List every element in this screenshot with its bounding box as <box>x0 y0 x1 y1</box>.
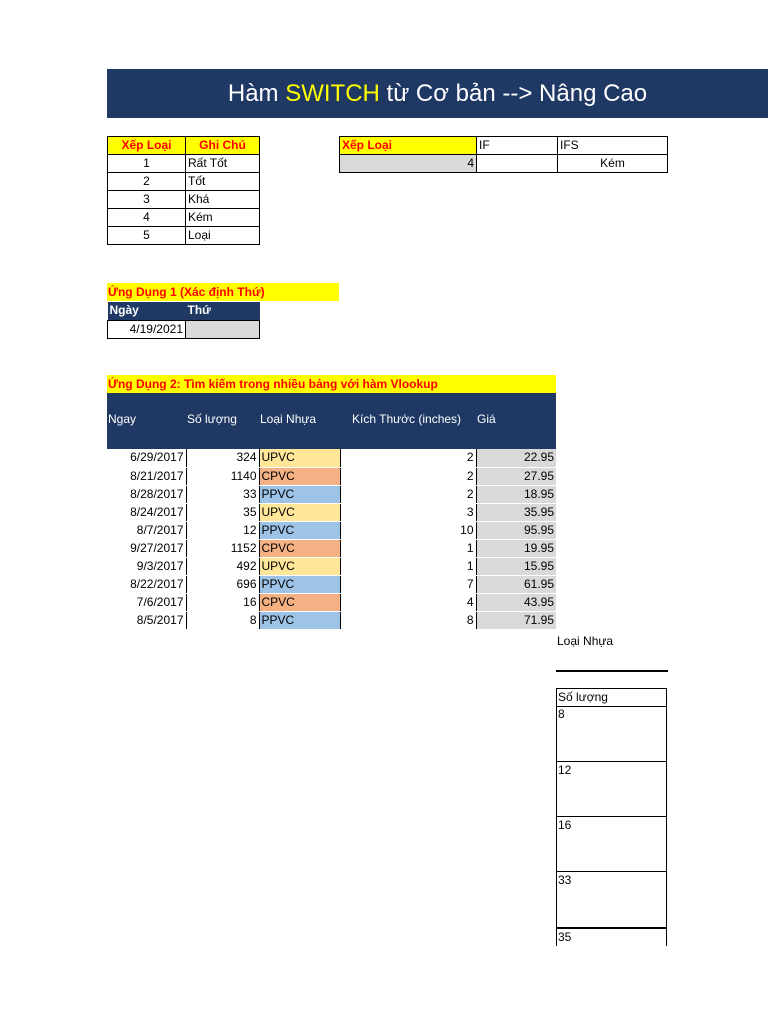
price-cell[interactable]: 95.95 <box>476 521 556 539</box>
app2-title: Ứng Dụng 2: Tìm kiếm trong nhiều bảng với hàm Vlookup <box>107 375 556 393</box>
rank-cell[interactable]: 2 <box>108 173 186 191</box>
qty-cell[interactable]: 35 <box>186 503 259 521</box>
table-row <box>107 611 556 629</box>
banner-suffix: từ Cơ bản --> Nâng Cao <box>379 79 648 107</box>
lookup-header-if[interactable]: IF <box>477 137 558 155</box>
table-row <box>107 449 556 467</box>
app2-header-price[interactable]: Giá <box>477 412 496 426</box>
date-cell[interactable]: 8/7/2017 <box>107 521 186 539</box>
rank-header-rank[interactable]: Xếp Loại <box>108 137 186 155</box>
qty-cell[interactable]: 33 <box>186 485 259 503</box>
rank-cell[interactable]: 3 <box>108 191 186 209</box>
lookup-if-result[interactable] <box>477 155 558 173</box>
table-row <box>107 467 556 485</box>
rank-cell[interactable]: 4 <box>108 209 186 227</box>
side-panel-label: Loại Nhựa <box>557 634 614 648</box>
note-cell[interactable]: Khá <box>186 191 260 209</box>
size-cell[interactable]: 4 <box>340 593 476 611</box>
date-cell[interactable]: 6/29/2017 <box>107 449 186 467</box>
note-cell[interactable]: Tốt <box>186 173 260 191</box>
banner-highlight: SWITCH <box>285 79 380 107</box>
banner-prefix: Hàm <box>227 79 286 107</box>
app1-date-input[interactable]: 4/19/2021 <box>108 320 186 338</box>
size-cell[interactable]: 10 <box>340 521 476 539</box>
date-cell[interactable]: 7/6/2017 <box>107 593 186 611</box>
rank-header-note[interactable]: Ghi Chú <box>186 137 260 155</box>
table-row <box>107 575 556 593</box>
lookup-header-ifs[interactable]: IFS <box>558 137 668 155</box>
qty-cell[interactable]: 8 <box>186 611 259 629</box>
size-cell[interactable]: 1 <box>340 557 476 575</box>
app2-header-size[interactable]: Kích Thước (inches) <box>352 412 462 426</box>
rank-cell[interactable]: 5 <box>108 227 186 245</box>
price-cell[interactable]: 71.95 <box>476 611 556 629</box>
lookup-ifs-result[interactable]: Kém <box>558 155 668 173</box>
app1-table <box>107 302 260 339</box>
price-cell[interactable]: 27.95 <box>476 467 556 485</box>
lookup-table <box>339 136 668 173</box>
price-cell[interactable]: 43.95 <box>476 593 556 611</box>
type-cell[interactable]: UPVC <box>259 449 340 467</box>
qty-cell[interactable]: 16 <box>186 593 259 611</box>
qty-cell[interactable]: 1152 <box>186 539 259 557</box>
side-panel-cell[interactable]: 33 <box>556 871 667 928</box>
lookup-rank-input[interactable]: 4 <box>340 155 477 173</box>
size-cell[interactable]: 7 <box>340 575 476 593</box>
table-row <box>107 485 556 503</box>
size-cell[interactable]: 2 <box>340 467 476 485</box>
price-cell[interactable]: 15.95 <box>476 557 556 575</box>
price-cell[interactable]: 61.95 <box>476 575 556 593</box>
date-cell[interactable]: 8/5/2017 <box>107 611 186 629</box>
note-cell[interactable]: Rất Tốt <box>186 155 260 173</box>
type-cell[interactable]: PPVC <box>259 485 340 503</box>
title-banner <box>107 69 768 118</box>
app2-header <box>107 393 556 449</box>
price-cell[interactable]: 19.95 <box>476 539 556 557</box>
size-cell[interactable]: 2 <box>340 449 476 467</box>
price-cell[interactable]: 18.95 <box>476 485 556 503</box>
table-row <box>107 503 556 521</box>
app1-title: Ứng Dụng 1 (Xác định Thứ) <box>107 283 339 301</box>
table-row <box>107 521 556 539</box>
lookup-header-rank[interactable]: Xếp Loại <box>340 137 477 155</box>
app1-header-date[interactable]: Ngày <box>108 302 186 320</box>
table-row <box>107 593 556 611</box>
table-row <box>107 539 556 557</box>
qty-cell[interactable]: 696 <box>186 575 259 593</box>
table-row <box>107 557 556 575</box>
qty-cell[interactable]: 492 <box>186 557 259 575</box>
qty-cell[interactable]: 324 <box>186 449 259 467</box>
app2-table <box>107 449 556 630</box>
price-cell[interactable]: 35.95 <box>476 503 556 521</box>
qty-cell[interactable]: 1140 <box>186 467 259 485</box>
side-panel-cell[interactable]: 35 <box>556 927 667 946</box>
app2-header-qty[interactable]: Số lượng <box>187 412 237 426</box>
date-cell[interactable]: 8/24/2017 <box>107 503 186 521</box>
type-cell[interactable]: CPVC <box>259 467 340 485</box>
date-cell[interactable]: 9/3/2017 <box>107 557 186 575</box>
side-panel-header[interactable]: Số lượng <box>556 688 667 707</box>
date-cell[interactable]: 8/28/2017 <box>107 485 186 503</box>
type-cell[interactable]: UPVC <box>259 503 340 521</box>
qty-cell[interactable]: 12 <box>186 521 259 539</box>
date-cell[interactable]: 8/21/2017 <box>107 467 186 485</box>
side-panel-cell[interactable]: 16 <box>556 816 667 872</box>
type-cell[interactable]: PPVC <box>259 521 340 539</box>
note-cell[interactable]: Kém <box>186 209 260 227</box>
note-cell[interactable]: Loại <box>186 227 260 245</box>
size-cell[interactable]: 2 <box>340 485 476 503</box>
rank-cell[interactable]: 1 <box>108 155 186 173</box>
size-cell[interactable]: 8 <box>340 611 476 629</box>
app2-header-date[interactable]: Ngay <box>108 412 137 426</box>
type-cell[interactable]: CPVC <box>259 593 340 611</box>
app2-header-type[interactable]: Loại Nhựa <box>260 412 317 426</box>
side-panel-cell[interactable]: 12 <box>556 761 667 817</box>
type-cell[interactable]: PPVC <box>259 611 340 629</box>
app1-header-weekday[interactable]: Thứ <box>186 302 260 320</box>
side-panel-cell[interactable]: 8 <box>556 706 667 762</box>
date-cell[interactable]: 8/22/2017 <box>107 575 186 593</box>
type-cell[interactable]: CPVC <box>259 539 340 557</box>
price-cell[interactable]: 22.95 <box>476 449 556 467</box>
type-cell[interactable]: UPVC <box>259 557 340 575</box>
app1-weekday-result[interactable] <box>186 320 260 338</box>
size-cell[interactable]: 1 <box>340 539 476 557</box>
date-cell[interactable]: 9/27/2017 <box>107 539 186 557</box>
type-cell[interactable]: PPVC <box>259 575 340 593</box>
rank-table <box>107 136 260 245</box>
size-cell[interactable]: 3 <box>340 503 476 521</box>
side-panel-divider <box>556 670 668 672</box>
